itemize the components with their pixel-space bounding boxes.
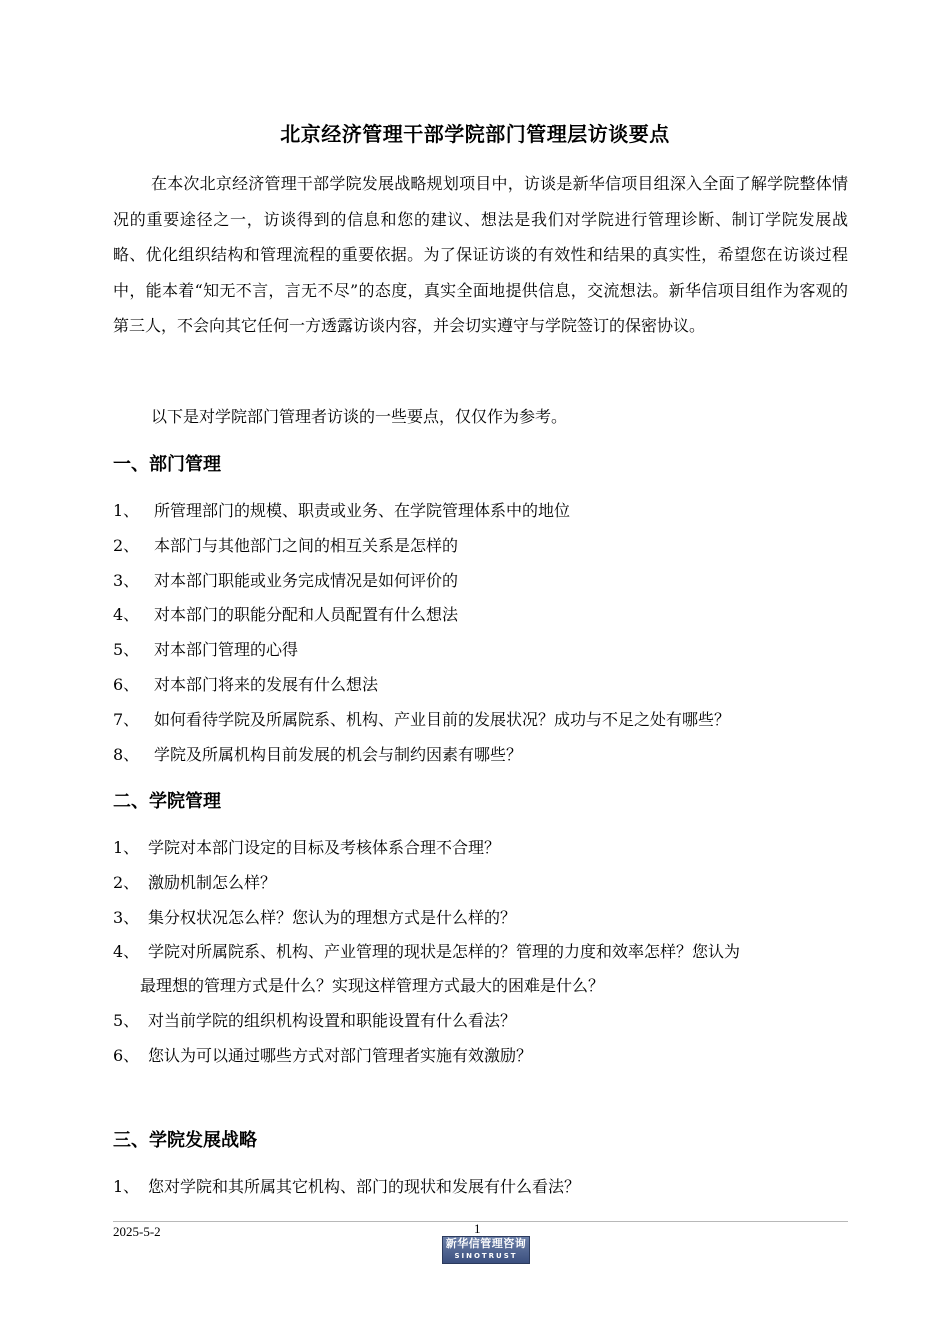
list-item (113, 564, 853, 599)
list-item (113, 1004, 853, 1039)
item-number: 4、 (113, 605, 140, 625)
section-heading-development-strategy: 三、学院发展战略 (113, 1130, 257, 1151)
item-number: 8、 (113, 744, 140, 764)
item-number: 4、 (113, 942, 140, 962)
section-heading-college-management: 二、学院管理 (113, 791, 221, 812)
list-item (113, 494, 853, 529)
item-number: 6、 (113, 674, 140, 694)
item-number: 6、 (113, 1046, 140, 1066)
item-number: 5、 (113, 640, 140, 660)
logo-chinese-text: 新华信管理咨询 (445, 1237, 527, 1250)
list-item (113, 633, 853, 668)
item-text: 如何看待学院及所属院系、机构、产业目前的发展状况？成功与不足之处有哪些？ (154, 709, 731, 729)
item-text: 对本部门管理的心得 (154, 640, 299, 660)
item-text: 集分权状况怎么样？您认为的理想方式是什么样的？ (148, 907, 517, 927)
department-management-list (113, 494, 853, 772)
list-item (113, 831, 853, 866)
item-number: 1、 (113, 838, 140, 857)
item-text: 您对学院和其所属其它机构、部门的现状和发展有什么看法？ (148, 1177, 581, 1196)
intro-paragraph: 在本次北京经济管理干部学院发展战略规划项目中，访谈是新华信项目组深入全面了解学院整体情况的重要途径之一，访谈得到的信息和您的建议、想法是我们对学院进行管理诊断、制订学院发展战略、优化组织结构和管理流程的重要依据。为了保证访谈的有效性和结果的真实性，希望您在访谈过程中，能本着“知无不言，言无不尽”的态度，真实全面地提供信息，交流想法。新华信项目组作为客观的第三人，不会向其它任何一方透露访谈内容，并会切实遵守与学院签订的保密协议。 (113, 174, 848, 335)
list-item (113, 1170, 853, 1205)
item-text: 学院对本部门设定的目标及考核体系合理不合理？ (148, 838, 501, 857)
development-strategy-list (113, 1170, 853, 1205)
list-item (113, 866, 853, 901)
logo-english-text: SINOTRUST (454, 1252, 518, 1260)
item-text: 本部门与其他部门之间的相互关系是怎样的 (154, 535, 459, 555)
item-number: 7、 (113, 709, 140, 729)
item-text: 学院及所属机构目前发展的机会与制约因素有哪些？ (154, 744, 523, 764)
intro-note: 以下是对学院部门管理者访谈的一些要点，仅仅作为参考。 (151, 407, 568, 426)
item-number: 2、 (113, 872, 140, 892)
item-text: 您认为可以通过哪些方式对部门管理者实施有效激励？ (148, 1046, 533, 1066)
item-text: 学院对所属院系、机构、产业管理的现状是怎样的？管理的力度和效率怎样？您认为 (148, 942, 741, 962)
list-item (113, 703, 853, 738)
item-text: 激励机制怎么样？ (148, 872, 277, 892)
item-number: 3、 (113, 570, 140, 590)
list-item (113, 901, 853, 936)
item-number: 1、 (113, 1177, 140, 1196)
list-item (113, 935, 853, 1004)
item-number: 2、 (113, 535, 140, 555)
document-title: 北京经济管理干部学院部门管理层访谈要点 (280, 122, 670, 146)
item-text: 所管理部门的规模、职责或业务、在学院管理体系中的地位 (154, 501, 571, 520)
item-text-continued: 最理想的管理方式是什么？实现这样管理方式最大的困难是什么？ (140, 976, 605, 996)
item-text: 对本部门的职能分配和人员配置有什么想法 (154, 605, 459, 625)
list-item (113, 668, 853, 703)
list-item (113, 1039, 853, 1074)
footer-divider (113, 1221, 848, 1222)
college-management-list (113, 831, 853, 1074)
page-number: 1 (474, 1221, 481, 1236)
item-number: 3、 (113, 907, 140, 927)
item-number: 5、 (113, 1011, 140, 1031)
item-number: 1、 (113, 501, 140, 520)
item-text: 对当前学院的组织机构设置和职能设置有什么看法？ (148, 1011, 517, 1031)
item-text: 对本部门将来的发展有什么想法 (154, 674, 379, 694)
list-item (113, 598, 853, 633)
list-item (113, 738, 853, 773)
footer-date: 2025-5-2 (113, 1224, 161, 1239)
item-text: 对本部门职能或业务完成情况是如何评价的 (154, 570, 459, 590)
sinotrust-logo (442, 1236, 530, 1264)
list-item (113, 529, 853, 564)
section-heading-department-management: 一、部门管理 (113, 454, 221, 475)
